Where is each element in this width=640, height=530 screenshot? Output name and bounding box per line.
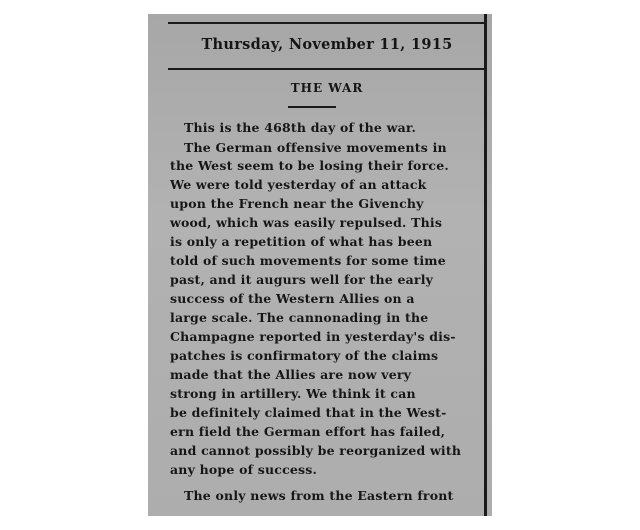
heading-underline: [288, 106, 336, 108]
text-line: upon the French near the Givenchy: [170, 196, 424, 211]
text-line: any hope of success.: [170, 462, 318, 477]
dateline: Thursday, November 11, 1915: [201, 36, 453, 53]
text-line: large scale. The cannonading in the: [170, 310, 429, 325]
text-line: success of the Western Allies on a: [170, 291, 415, 306]
text-line: the West seem to be losing their force.: [170, 158, 449, 173]
newspaper-clipping: [148, 14, 492, 516]
text-line: ern field the German effort has failed,: [170, 424, 446, 439]
text-line: wood, which was easily repulsed. This: [170, 215, 443, 230]
text-line: strong in artillery. We think it can: [170, 386, 416, 401]
text-line: be definitely claimed that in the West-: [170, 405, 447, 420]
text-line: This is the 468th day of the war.: [184, 120, 417, 135]
text-line: The German offensive movements in: [184, 140, 447, 155]
text-line: The only news from the Eastern front: [184, 488, 454, 503]
text-line: made that the Allies are now very: [170, 367, 412, 382]
text-line: We were told yesterday of an attack: [170, 177, 427, 192]
article-heading: THE WAR: [290, 81, 364, 95]
text-line: patches is confirmatory of the claims: [170, 348, 439, 363]
text-line: is only a repetition of what has been: [170, 234, 433, 249]
top-rule: [168, 22, 486, 24]
text-line: Champagne reported in yesterday's dis-: [170, 329, 456, 344]
text-line: told of such movements for some time: [170, 253, 446, 268]
text-line: and cannot possibly be reorganized with: [170, 443, 462, 458]
dateline-rule: [168, 68, 486, 70]
column-rule: [484, 14, 487, 516]
text-line: past, and it augurs well for the early: [170, 272, 434, 287]
